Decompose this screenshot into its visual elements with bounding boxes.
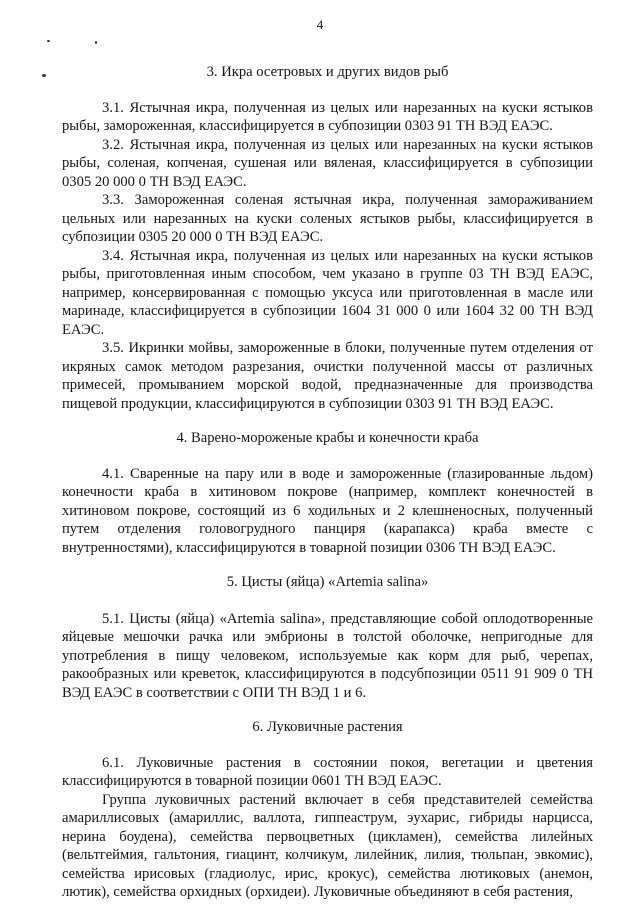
section-5-heading: 5. Цисты (яйца) «Artemia salina» xyxy=(226,574,429,590)
section-3-heading: 3. Икра осетровых и других видов рыб xyxy=(206,64,449,80)
paragraph-3-1: 3.1. Ястычная икра, полученная из целых или нарезанных на куски ястыков рыбы, замороженная, классифицируется в субпозиции 0303 91 ТН ВЭД ЕАЭС. xyxy=(62,99,593,134)
paragraph-3-4: 3.4. Ястычная икра, полученная из целых или нарезанных на куски ястыков рыбы, приготовленная иным способом, чем указано в группе 03 ТН ВЭД ЕАЭС, например, консервированная с помощью уксуса или приготовленная в масле или маринаде, классифицируется в субпозиции 1604 31 000 0 или 1604 32 00 ТН ВЭД ЕАЭС. xyxy=(62,247,593,338)
document-body xyxy=(62,63,593,902)
paragraph-5-1: 5.1. Цисты (яйца) «Artemia salina», представляющие собой оплодотворенные яйцевые мешочки рачка или эмбрионы в толстой оболочке, непригодные для употребления в пищу человеком, используемые как корм для рыб, черепах, ракообразных или креветок, классифицируются в подсубпозиции 0511 91 909 0 ТН ВЭД ЕАЭС в соответствии с ОПИ ТН ВЭД 1 и 6. xyxy=(62,610,593,701)
scan-speck xyxy=(95,41,97,44)
section-4-heading: 4. Варено-мороженые крабы и конечности краба xyxy=(176,430,479,446)
scan-speck xyxy=(42,74,46,77)
page-number: 4 xyxy=(316,17,324,32)
scan-speck xyxy=(47,40,50,42)
paragraph-6-group: Группа луковичных растений включает в себя представителей семейства амариллисовых (амариллис, валлота, гиппеаструм, эухарис, гибриды нарцисса, нерина боудена), семейства первоцветных (цикламен), семейства лилейных (вельтгеймия, гальтония, гиацинт, колчикум, лилейник, лилия, тюльпан, эвкомис), семейства ирисовых (гладиолус, ирис, крокус), семейства лютиковых (анемон, лютик), семейства орхидных (орхидеи). Луковичные объединяют в себя растения, xyxy=(62,791,593,900)
paragraph-4-1: 4.1. Сваренные на пару или в воде и замороженные (глазированные льдом) конечности краба в хитиновом покрове (например, комплект конечностей в хитиновом покрове, состоящий из 6 ходильных и 2 клешненосных, полученный путем отделения головогрудного панциря (карапакса) краба вместе с внутренностями), классифицируются в товарной позиции 0306 ТН ВЭД ЕАЭС. xyxy=(62,465,593,556)
paragraph-3-5: 3.5. Икринки мойвы, замороженные в блоки, полученные путем отделения от икряных самок методом разрезания, очистки полученной массы от различных примесей, промыванием морской водой, предназначенные для производства пищевой продукции, классифицируются в субпозиции 0303 91 ТН ВЭД ЕАЭС. xyxy=(62,340,593,412)
section-6-heading: 6. Луковичные растения xyxy=(252,719,403,735)
paragraph-3-3: 3.3. Замороженная соленая ястычная икра, полученная замораживанием цельных или нарезанных на куски соленых ястыков рыбы, классифицируется в субпозиции 0305 20 000 0 ТН ВЭД ЕАЭС. xyxy=(62,192,593,245)
paragraph-3-2: 3.2. Ястычная икра, полученная из целых или нарезанных на куски ястыков рыбы, соленая, копченая, сушеная или вяленая, классифицируется в субпозиции 0305 20 000 0 ТН ВЭД ЕАЭС. xyxy=(62,136,593,190)
paragraph-6-1: 6.1. Луковичные растения в состоянии покоя, вегетации и цветения классифицируются в товарной позиции 0601 ТН ВЭД ЕАЭС. xyxy=(62,754,593,789)
